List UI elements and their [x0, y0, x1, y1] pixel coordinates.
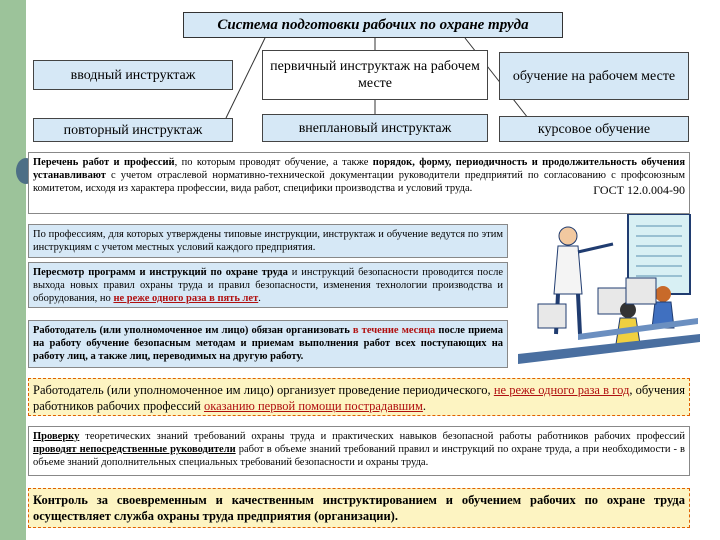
people-at-computers-illustration [518, 214, 700, 374]
node-povtorny: повторный инструктаж [33, 118, 233, 142]
node-kursovoe: курсовое обучение [499, 116, 689, 142]
node-pervichny: первичный инструктаж на рабочем месте [262, 50, 488, 100]
node-obuchenie: обучение на рабочем месте [499, 52, 689, 100]
paragraph-peresmotr: Пересмотр программ и инструкций по охране труда и инструкций безопасности проводится после выхода новых правил охраны труда и правил безопасности, изменения технологии производства и оборудования, но не реже одного раза в пять лет. [28, 262, 508, 308]
paragraph-rabotodatel-obuchenie: Работодатель (или уполномоченное им лицо) обязан организовать в течение месяца после приема на работу обучение безопасным методам и приемам выполнения работ всех поступающих на работу лиц, а также лиц, переводимых на другую работу. [28, 320, 508, 368]
node-vvodny: вводный инструктаж [33, 60, 233, 90]
paragraph-kontrol: Контроль за своевременным и качественным инструктированием и обучением рабочих по охране труда осуществляет служба охраны труда предприятия (организации). [28, 488, 690, 528]
node-vneplanovy: внеплановый инструктаж [262, 114, 488, 142]
paragraph-tipovye: По профессиям, для которых утверждены типовые инструкции, инструктаж и обучение ведутся по этим инструкциям с учетом местных условий каждого предприятия. [28, 224, 508, 258]
paragraph-perechen: Перечень работ и профессий, по которым проводят обучение, а также порядок, форму, периодичность и продолжительность обучения устанавливают с учетом отраслевой нормативно-технической документации руководители предприятий по согласованию с профсоюзным комитетом, исходя из характера профессии, вида работ, специфики производства и условий труда. ГОСТ 12.0.004-90 [28, 152, 690, 214]
gost-reference: ГОСТ 12.0.004-90 [593, 183, 685, 197]
diagram-title: Система подготовки рабочих по охране труда [183, 12, 563, 38]
paragraph-pervaya-pomosch: Работодатель (или уполномоченное им лицо) организует проведение периодического, не реже одного раза в год, обучения работников рабочих профессий оказанию первой помощи пострадавшим. [28, 378, 690, 416]
paragraph-proverka: Проверку теоретических знаний требований охраны труда и практических навыков безопасной работы работников рабочих профессий проводят непосредственные руководители работ в объеме знаний требований правил и инструкций по охране труда, а при необходимости - в объеме знаний дополнительных специальных требований безопасности и охраны труда. [28, 426, 690, 476]
